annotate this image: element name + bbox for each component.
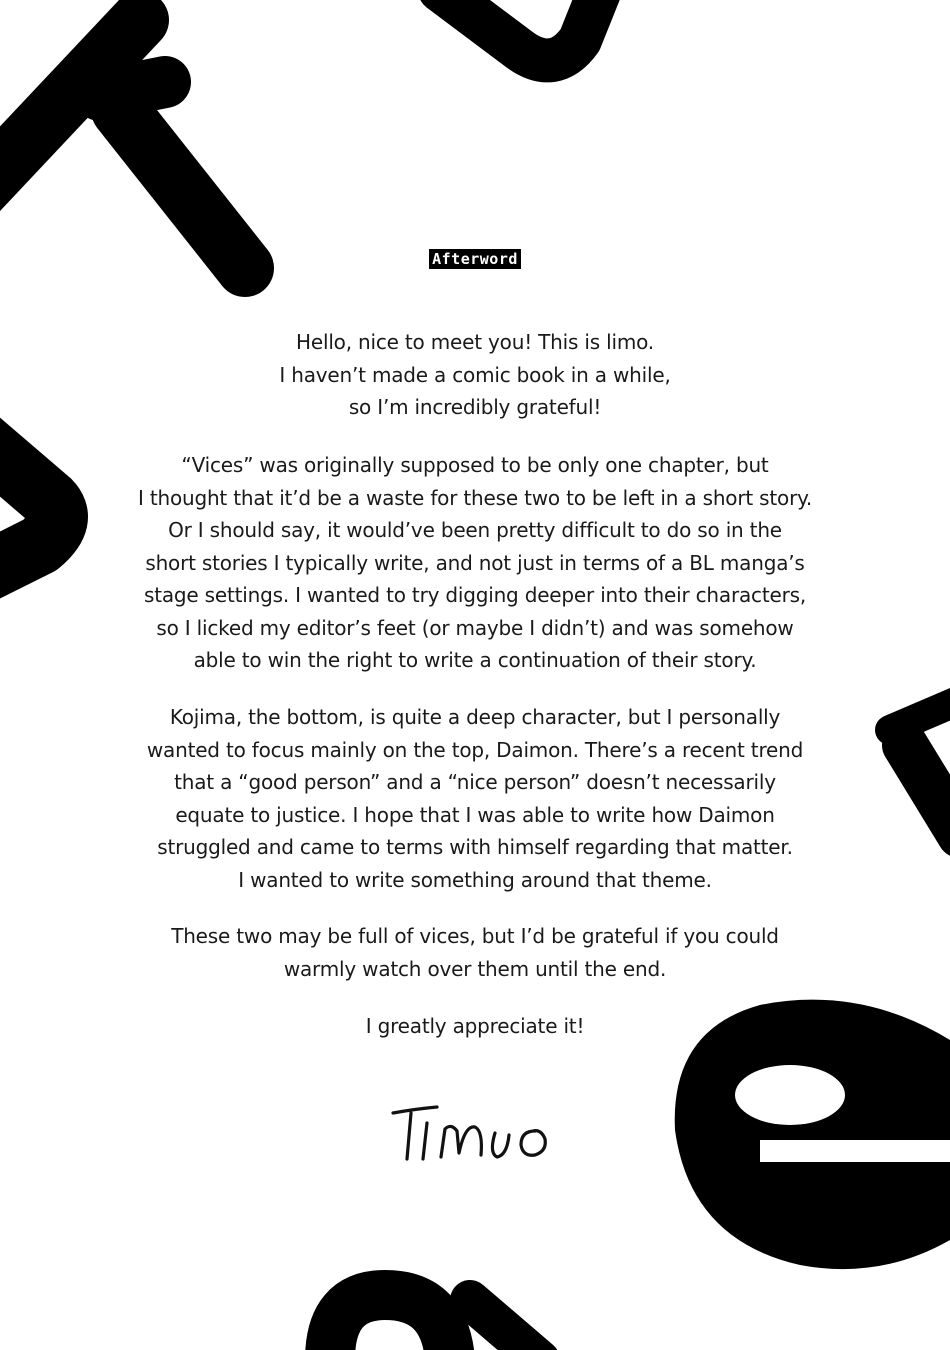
text-line: able to win the right to write a continuation of their story. bbox=[193, 648, 757, 672]
paragraph-thanks bbox=[0, 1010, 950, 1043]
text-line: so I’m incredibly grateful! bbox=[348, 395, 602, 419]
afterword-heading: Afterword bbox=[429, 249, 521, 269]
text-line: equate to justice. I hope that I was able to write how Daimon bbox=[175, 802, 775, 827]
text-line: Or I should say, it would’ve been pretty difficult to do so in the bbox=[168, 518, 782, 542]
author-signature bbox=[385, 1095, 565, 1170]
text-line: short stories I typically write, and not just in terms of a BL manga’s bbox=[145, 550, 805, 575]
heading-wrap bbox=[0, 249, 950, 269]
decor-shape-bottom-center bbox=[470, 1300, 540, 1350]
paragraph-request bbox=[0, 920, 950, 985]
text-line: Hello, nice to meet you! This is limo. bbox=[296, 330, 654, 354]
text-line: Kojima, the bottom, is quite a deep character, but I personally bbox=[169, 705, 781, 729]
text-line: warmly watch over them until the end. bbox=[283, 956, 667, 981]
text-line: “Vices” was originally supposed to be only one chapter, but bbox=[181, 453, 769, 477]
decor-shape-bottom-left bbox=[330, 1295, 450, 1350]
text-line: wanted to focus mainly on the top, Daimon. There’s a recent trend bbox=[146, 737, 804, 762]
text-line: These two may be full of vices, but I’d be grateful if you could bbox=[171, 924, 779, 948]
text-line: so I licked my editor’s feet (or maybe I didn’t) and was somehow bbox=[156, 615, 794, 640]
text-line: that a “good person” and a “nice person” doesn’t necessarily bbox=[174, 770, 776, 794]
paragraph-greeting bbox=[0, 326, 950, 424]
paragraph-origin bbox=[0, 449, 950, 677]
text-line: I haven’t made a comic book in a while, bbox=[279, 362, 671, 387]
text-line: I thought that it’d be a waste for these two to be left in a short story. bbox=[137, 485, 813, 510]
paragraph-characters bbox=[0, 701, 950, 896]
text-line: I greatly appreciate it! bbox=[365, 1014, 585, 1038]
text-line: stage settings. I wanted to try digging deeper into their characters, bbox=[144, 583, 806, 607]
decor-letter-k-lower-arm bbox=[120, 110, 245, 268]
text-line: I wanted to write something around that theme. bbox=[238, 867, 712, 892]
decor-shape-top bbox=[440, 0, 600, 60]
text-line: struggled and came to terms with himself regarding that matter. bbox=[157, 835, 793, 859]
